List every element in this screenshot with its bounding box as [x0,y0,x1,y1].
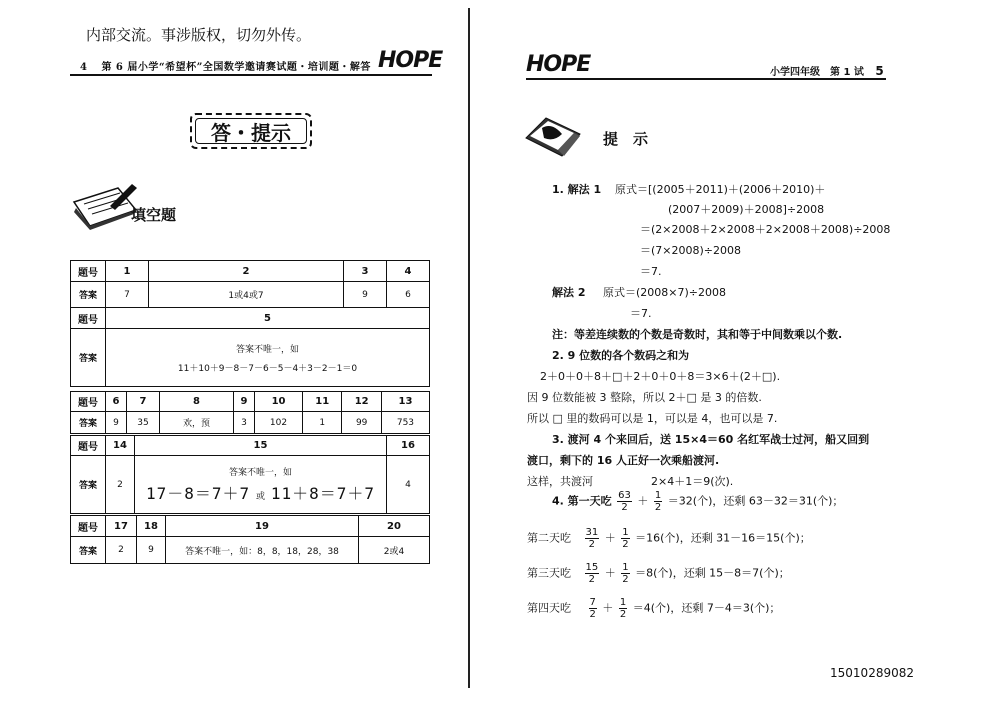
answer-cell: 6 [386,282,429,308]
num-cell: 8 [159,392,233,412]
plus-sign: ＋ [604,531,616,545]
label-ans: 答案 [71,329,106,387]
header-rule-left [70,74,432,76]
q3-line-2: 渡口，剩下的 16 人正好一次乘船渡河. [527,454,720,467]
label-ans: 答案 [71,412,106,434]
q4-day2-label: 第二天吃 [527,531,571,545]
numerator: 1 [622,562,629,573]
denominator: 2 [588,574,596,585]
numerator: 1 [622,527,629,538]
numerator: 15 [585,562,599,573]
fraction [621,562,629,585]
label-num: 题号 [71,261,106,282]
book-hint-icon [522,112,584,160]
num-cell: 19 [166,516,359,537]
handwritten-equation: 17－8＝7＋7 [145,484,251,503]
num-cell: 3 [344,261,387,282]
answer-cell: 9 [344,282,387,308]
running-head-right [770,63,884,78]
hope-logo-left: HOPE [378,48,443,73]
answer-cell: 9 [137,537,166,564]
answer-cell: 1 [303,412,342,434]
answer-cell: 99 [342,412,381,434]
num-cell: 16 [387,436,430,456]
answer-cell: 4 [387,456,430,514]
label-num: 题号 [71,392,106,412]
num-cell: 17 [106,516,137,537]
q2-line-4: 所以 □ 里的数码可以是 1，可以是 4，也可以是 7. [527,412,778,425]
method2-line-1: 原式＝(2008×7)÷2008 [603,286,727,299]
answer-table-4 [70,515,430,564]
num-cell: 14 [106,436,135,456]
num-cell: 2 [148,261,343,282]
q1-line-3: ＝(2×2008＋2×2008＋2×2008＋2008)÷2008 [640,223,891,236]
page-number-right: 5 [875,64,884,78]
hope-logo-right: HOPE [526,52,591,77]
page-number-left: 4 [80,62,88,73]
denominator: 2 [588,539,596,550]
num-cell: 4 [386,261,429,282]
answer-table-3 [70,435,430,514]
label-num: 题号 [71,436,106,456]
answer-line: 答案不唯一，如 [235,344,299,355]
denominator: 2 [589,609,596,620]
num-cell: 18 [137,516,166,537]
or-text: 或 [255,492,265,502]
hints-heading: 提 示 [603,130,649,148]
num-cell: 1 [106,261,149,282]
q1-label: 1. 解法 1 [552,183,602,196]
num-cell: 6 [106,392,127,412]
running-head-left [80,58,371,73]
numerator: 31 [585,527,599,538]
q4-day4 [527,597,780,620]
answer-cell: 欢，预 [159,412,233,434]
note-text: 注：等差连续数的个数是奇数时，其和等于中间数乘以个数. [552,328,843,341]
q4-day4-label: 第四天吃 [527,601,571,615]
q3-line-3b: 2×4＋1＝9(次). [651,475,734,488]
answer-cell: 9 [106,412,127,434]
fill-in-section-label: 填空题 [131,206,177,224]
num-cell: 20 [359,516,430,537]
q1-line-4: ＝(7×2008)÷2008 [640,244,742,257]
num-cell: 9 [233,392,254,412]
phone-number: 15010289082 [830,666,914,680]
answer-cell: 3 [233,412,254,434]
section-title: 答・提示 [211,120,291,145]
denominator: 2 [622,539,629,550]
fraction [585,527,600,550]
num-cell: 7 [127,392,160,412]
answer-cell: 753 [381,412,429,434]
fraction [619,597,627,620]
num-cell: 11 [303,392,342,412]
num-cell: 10 [255,392,303,412]
answer-cell: 7 [106,282,149,308]
answer-cell: 答案不唯一，如：8，8，18，28，38 [166,537,359,564]
label-ans: 答案 [71,282,106,308]
numerator: 1 [654,490,662,501]
q4-day2 [527,527,811,550]
q4-day2-result: ＝16(个)，还剩 31－16＝15(个)； [635,531,811,545]
answer-cell [135,456,387,514]
fraction [621,527,629,550]
answer-cell: 2 [106,537,137,564]
q4-day3-label: 第三天吃 [527,566,571,580]
num-cell: 13 [381,392,429,412]
q4-day1-result: ＝32(个)，还剩 63－32＝31(个)； [667,494,844,508]
running-head-text: 第 6 届小学“希望杯”全国数学邀请赛试题・培训题・解答 [101,62,371,73]
q2-line-3: 因 9 位数能被 3 整除，所以 2＋□ 是 3 的倍数. [527,391,762,404]
section-title-box [190,113,312,149]
q2-line-1: 2. 9 位数的各个数码之和为 [552,349,690,362]
answer-line: 11＋10＋9－8－7－6－5－4＋3－2－1＝0 [177,363,358,374]
answer-cell: 1或4或7 [148,282,343,308]
plus-sign: ＋ [637,494,649,508]
answer-cell [106,329,430,387]
q1-line-2: (2007＋2009)＋2008]÷2008 [668,203,825,216]
copyright-watermark: 内部交流。事涉版权，切勿外传。 [86,26,312,44]
fraction [585,562,600,585]
answer-cell: 35 [127,412,160,434]
answer-table-2 [70,391,430,434]
answer-cell: 2 [106,456,135,514]
page-divider [468,8,470,688]
label-num: 题号 [71,516,106,537]
header-rule-right [526,78,886,80]
q1-line-5: ＝7. [640,265,662,278]
numerator: 63 [618,490,631,501]
label-ans: 答案 [71,537,106,564]
q4-day1-label: 4. 第一天吃 [552,494,612,508]
q3-line-1: 3. 渡河 4 个来回后，送 15×4＝60 名红军战士过河，船又回到 [552,433,870,446]
answer-line: 答案不唯一，如 [228,468,292,478]
q4-day3-result: ＝8(个)，还剩 15－8＝7(个)； [635,566,790,580]
q4-day1 [552,490,843,513]
num-cell: 12 [342,392,381,412]
notebook-pen-icon [70,180,140,230]
denominator: 2 [619,609,627,620]
denominator: 2 [654,502,662,513]
label-ans: 答案 [71,456,106,514]
answer-cell: 2或4 [359,537,430,564]
denominator: 2 [621,502,628,513]
plus-sign: ＋ [602,601,614,615]
running-head-text: 小学四年级 第 1 试 [770,67,864,78]
fraction [617,490,632,513]
numerator: 7 [589,597,596,608]
denominator: 2 [622,574,629,585]
num-cell: 15 [135,436,387,456]
method2-label: 解法 2 [552,286,586,299]
q3-line-3a: 这样，共渡河 [527,475,593,488]
label-num: 题号 [71,308,106,329]
q1-line-1: 原式＝[(2005＋2011)＋(2006＋2010)＋ [615,183,826,196]
fraction [589,597,597,620]
num-cell: 5 [106,308,430,329]
q4-day3 [527,562,790,585]
numerator: 1 [619,597,627,608]
q4-day4-result: ＝4(个)，还剩 7－4＝3(个)； [632,601,781,615]
answer-table-1 [70,260,430,387]
method2-line-2: ＝7. [630,307,652,320]
handwritten-equation: 11＋8＝7＋7 [270,484,376,503]
q2-line-2: 2＋0＋0＋8＋□＋2＋0＋0＋8＝3×6＋(2＋□). [540,370,781,383]
plus-sign: ＋ [604,566,616,580]
answer-cell: 102 [255,412,303,434]
fraction [654,490,662,513]
